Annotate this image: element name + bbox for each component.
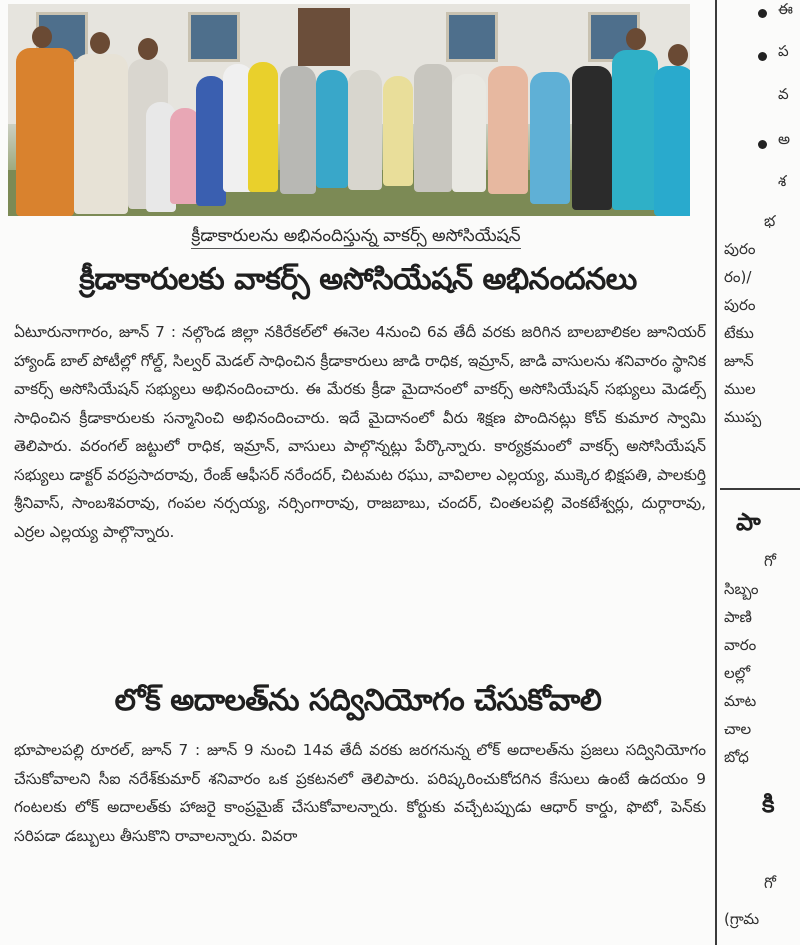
side-line: పాణి [724, 608, 752, 626]
side-line: గో [764, 552, 776, 570]
article-body-2: భూపాలపల్లి రూరల్, జూన్ 7 : జూన్ 9 నుంచి 14వ తేదీ వరకు జరగనున్న లోక్ అదాలత్‌ను ప్రజలు సద్వినియోగం చేసుకోవాలని సీఐ నరేశ్‌కుమార్ శనివారం ఒక ప్రకటనలో తెలిపారు. పరిష్కరించుకోదగిన కేసులు ఉంటే ఉదయం 9 గంటలకు లోక్ అదాలత్‌కు హాజరై కాంప్రమైజ్ చేసుకోవాలన్నారు. కోర్టుకు వచ్చేటప్పుడు ఆధార్ కార్డు, ఫొటో, పెన్‌కు సరిపడా డబ్బులు తీసుకొని రావాలన్నారు. వివరా [14, 741, 706, 845]
side-line: పురం [724, 240, 756, 258]
side-rule [720, 488, 800, 490]
side-line: ముల [724, 380, 756, 398]
news-photo [8, 4, 690, 216]
bullet-icon [758, 9, 767, 18]
column-divider [715, 0, 717, 945]
side-line: ముప్ప [724, 408, 762, 426]
side-line: లల్లో [724, 664, 751, 682]
side-line: గో [764, 874, 776, 892]
side-line: అ [778, 130, 791, 148]
photo-caption: క్రీడాకారులను అభినందిస్తున్న వాకర్స్ అసోసియేషన్ [0, 226, 712, 250]
side-headline: పా [736, 508, 761, 536]
side-line: సిబ్బం [724, 580, 759, 598]
side-line: భ [764, 212, 776, 230]
side-line: రం)/ [724, 268, 752, 286]
article-headline-2: లోక్ అదాలత్‌ను సద్వినియోగం చేసుకోవాలి [114, 683, 602, 718]
side-line: ఈ [778, 0, 793, 18]
side-line: చాల [724, 720, 752, 738]
side-line: టేకుు [724, 324, 754, 342]
article-body: ఏటూరునాగారం, జూన్ 7 : నల్గొండ జిల్లా నకిరేకల్‌లో ఈనెల 4నుంచి 6వ తేదీ వరకు జరిగిన బాలబాలికల జూనియర్ హ్యాండ్ బాల్ పోటీల్లో గోల్డ్, సిల్వర్ మెడల్ సాధించిన క్రీడాకారులు జాడి రాధిక, ఇమ్రాన్, జాడి వాసులను శనివారం స్థానిక వాకర్స్ అసోసియేషన్ సభ్యులు అభినందించారు. ఈ మేరకు క్రీడా మైదానంలో వాకర్స్ అసోసియేషన్ సభ్యులు మెడల్స్ సాధించిన క్రీడాకారులకు సన్మానించి అభినందించారు. ఇదే మైదానంలో వీరు శిక్షణ పొందినట్లు కోచ్ కుమార స్వామి తెలిపారు. వరంగల్ జట్టులో రాధిక, ఇమ్రాన్, వాసులు పాల్గొన్నట్లు పేర్కొన్నారు. కార్యక్రమంలో వాకర్స్ అసోసియేషన్ సభ్యులు డాక్టర్ వరప్రసాదరావు, రేంజ్ ఆఫీసర్ నరేందర్, చిటమట రఘు, వావిలాల ఎల్లయ్య, ముక్కెర భిక్షపతి, పాలకుర్తి శ్రీనివాస్, సాంబశివరావు, గంపల నర్సయ్య, నర్సింగారావు, రాజబాబు, చందర్, చింతలపల్లి వెంకటేశ్వర్లు, దుర్గారావు, ఎర్రల ఎల్లయ్య పాల్గొన్నారు. [14, 323, 706, 541]
article-headline: క్రీడాకారులకు వాకర్స్ అసోసియేషన్ అభినందనలు [79, 262, 637, 297]
side-headline-2: కి [762, 790, 775, 818]
bullet-icon [758, 140, 767, 149]
side-line: బోధ [724, 748, 749, 766]
side-column [720, 0, 800, 945]
side-line: (గ్రామ [724, 910, 760, 928]
side-line: వ [778, 85, 789, 103]
side-line: మాట [724, 692, 757, 710]
bullet-icon [758, 52, 767, 61]
side-line: ప [778, 42, 789, 60]
side-line: శ [778, 172, 787, 190]
side-line: జూన్ [724, 352, 754, 370]
side-line: వారం [724, 636, 757, 654]
side-line: పురం [724, 296, 756, 314]
